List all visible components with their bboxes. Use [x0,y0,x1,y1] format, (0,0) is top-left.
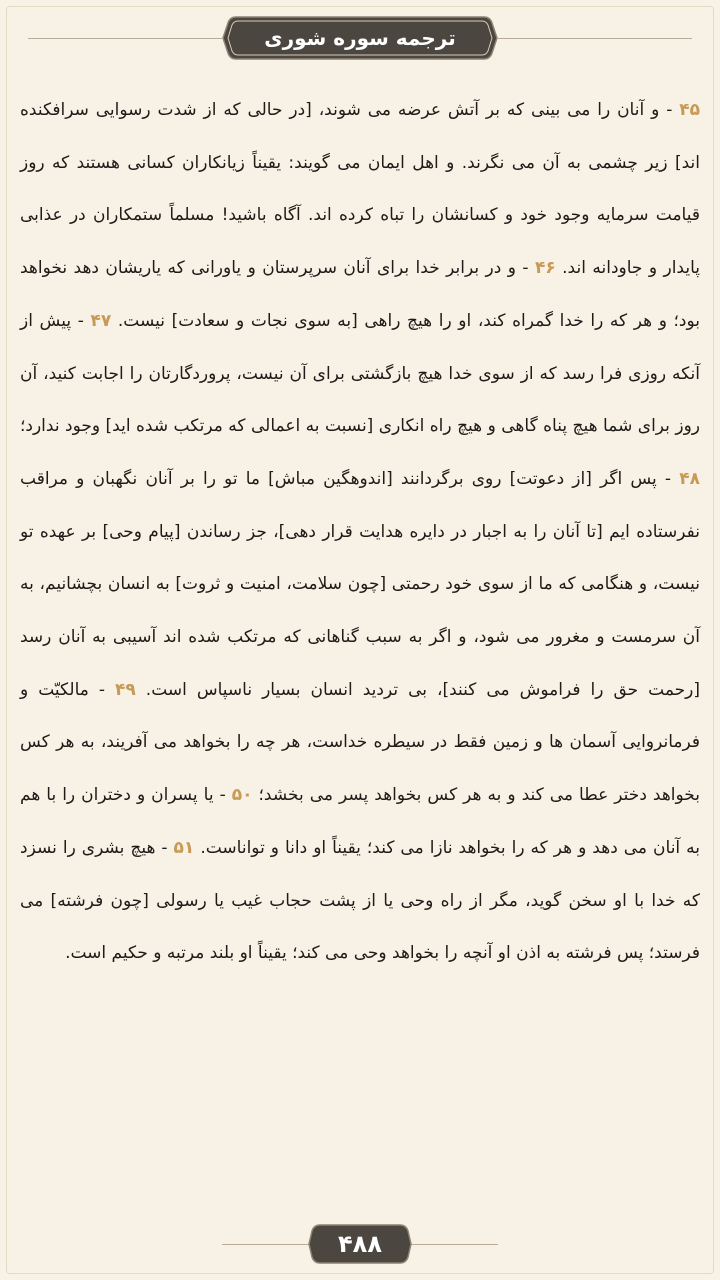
footer [0,1210,720,1270]
verse-text-46: و در برابر خدا برای آنان سرپرستان و یاورانی که یاریشان دهد نخواهد بود؛ و هر که را خدا گمراه کند، او را هیچ راهی [به سوی نجات و سعادت] نیست. [20,258,701,331]
translation-body: ۴۵ - و آنان را می بینی که بر آتش عرضه می شوند، [در حالی که از شدت رسوایی سرافکنده اند] زیر چشمی به آن می نگرند. و اهل ایمان می گویند: یقیناً زیانکاران کسانی هستند که روز قیامت سرمایه وجود خود و کسانشان را تباه کرده اند. آگاه باشید! مسلماً ستمکاران در عذابی پایدار و جاودانه اند. ۴۶ - و در برابر خدا برای آنان سرپرستان و یاورانی که یاریشان دهد نخواهد بود؛ و هر که را خدا گمراه کند، او را هیچ راهی [به سوی نجات و سعادت] نیست. ۴۷ - پیش از آنکه روزی فرا رسد که از سوی خدا هیچ بازگشتی برای آن نیست، پروردگارتان را اجابت کنید، آن روز برای شما هیچ پناه گاهی و هیچ راه انکاری [نسبت به اعمالی که مرتکب شده اید] وجود ندارد؛ ۴۸ - پس اگر [از دعوتت] روی برگردانند [اندوهگین مباش] ما تو را بر آنان نگهبان و مراقب نفرستاده ایم [تا آنان را به اجبار در دایره هدایت قرار دهی]، جز رساندن [پیام وحی] بر عهده تو نیست، و هنگامی که ما از سوی خود رحمتی [چون سلامت، امنیت و ثروت] به انسان بچشانیم، به آن سرمست و مغرور می شود، و اگر به سبب گناهانی که مرتکب شده اند آسیبی به آنان رسد [رحمت حق را فراموش می کنند]، بی تردید انسان بسیار ناسپاس است. ۴۹ - مالکیّت و فرمانروایی آسمان ها و زمین فقط در سیطره خداست، هر چه را بخواهد می آفریند، به هر کس بخواهد دختر عطا می کند و به هر کس بخواهد پسر می بخشد؛ ۵۰ - یا پسران و دختران را با هم به آنان می دهد و هر که را بخواهد نازا می کند؛ یقیناً او دانا و تواناست. ۵۱ - هیچ بشری را نسزد که خدا با او سخن گوید، مگر از راه وحی یا از پشت حجاب غیب یا رسولی [چون فرشته] می فرستد؛ پس فرشته به اذن او آنچه را بخواهد وحی می کند؛ یقیناً او بلند مرتبه و حکیم است. [20,100,701,964]
header-divider-right [498,38,692,39]
page-title: ترجمه سوره شوری [264,26,456,50]
verse-text-49: مالکیّت و فرمانروایی آسمان ها و زمین فقط در سیطره خداست، هر چه را بخواهد می آفریند، به هر کس بخواهد دختر عطا می کند و به هر کس بخواهد پسر می بخشد؛ [20,679,700,806]
verse-number-51: ۵۱ [173,837,195,858]
verse-text-45: و آنان را می بینی که بر آتش عرضه می شوند، [در حالی که از شدت رسوایی سرافکنده اند] زیر چشمی به آن می نگرند. و اهل ایمان می گویند: یقیناً زیانکاران کسانی هستند که روز قیامت سرمایه وجود خود و کسانشان را تباه کرده اند. آگاه باشید! مسلماً ستمکاران در عذابی پایدار و جاودانه اند. [20,100,700,279]
header [0,0,720,80]
footer-divider-left [222,1244,310,1245]
footer-divider-right [410,1244,498,1245]
verse-text-48: پس اگر [از دعوتت] روی برگردانند [اندوهگین مباش] ما تو را بر آنان نگهبان و مراقب نفرستاده ایم [تا آنان را به اجبار در دایره هدایت قرار دهی]، جز رساندن [پیام وحی] بر عهده تو نیست، و هنگامی که ما از سوی خود رحمتی [چون سلامت، امنیت و ثروت] به انسان بچشانیم، به آن سرمست و مغرور می شود، و اگر به سبب گناهانی که مرتکب شده اند آسیبی به آنان رسد [رحمت حق را فراموش می کنند]، بی تردید انسان بسیار ناسپاس است. [20,468,700,700]
verse-number-48: ۴۸ [679,468,700,489]
title-badge [222,16,498,60]
verse-number-47: ۴۷ [90,310,112,331]
verse-number-50: ۵۰ [231,785,253,806]
page-number-badge [308,1224,412,1264]
verse-text-47: پیش از آنکه روزی فرا رسد که از سوی خدا هیچ بازگشتی برای آن نیست، پروردگارتان را اجابت کنید، آن روز برای شما هیچ پناه گاهی و هیچ راه انکاری [نسبت به اعمالی که مرتکب شده اید] وجود ندارد؛ [20,310,700,437]
verse-number-46: ۴۶ [534,258,556,279]
verse-number-45: ۴۵ [679,100,701,120]
verse-number-49: ۴۹ [115,679,136,700]
verse-text-51: هیچ بشری را نسزد که خدا با او سخن گوید، مگر از راه وحی یا از پشت حجاب غیب یا رسولی [چون فرشته] می فرستد؛ پس فرشته به اذن او آنچه را بخواهد وحی می کند؛ یقیناً او بلند مرتبه و حکیم است. [20,837,700,964]
page-number: ۴۸۸ [338,1230,382,1258]
verse-text-50: یا پسران و دختران را با هم به آنان می دهد و هر که را بخواهد نازا می کند؛ یقیناً او دانا و تواناست. [20,785,700,858]
header-divider-left [28,38,222,39]
